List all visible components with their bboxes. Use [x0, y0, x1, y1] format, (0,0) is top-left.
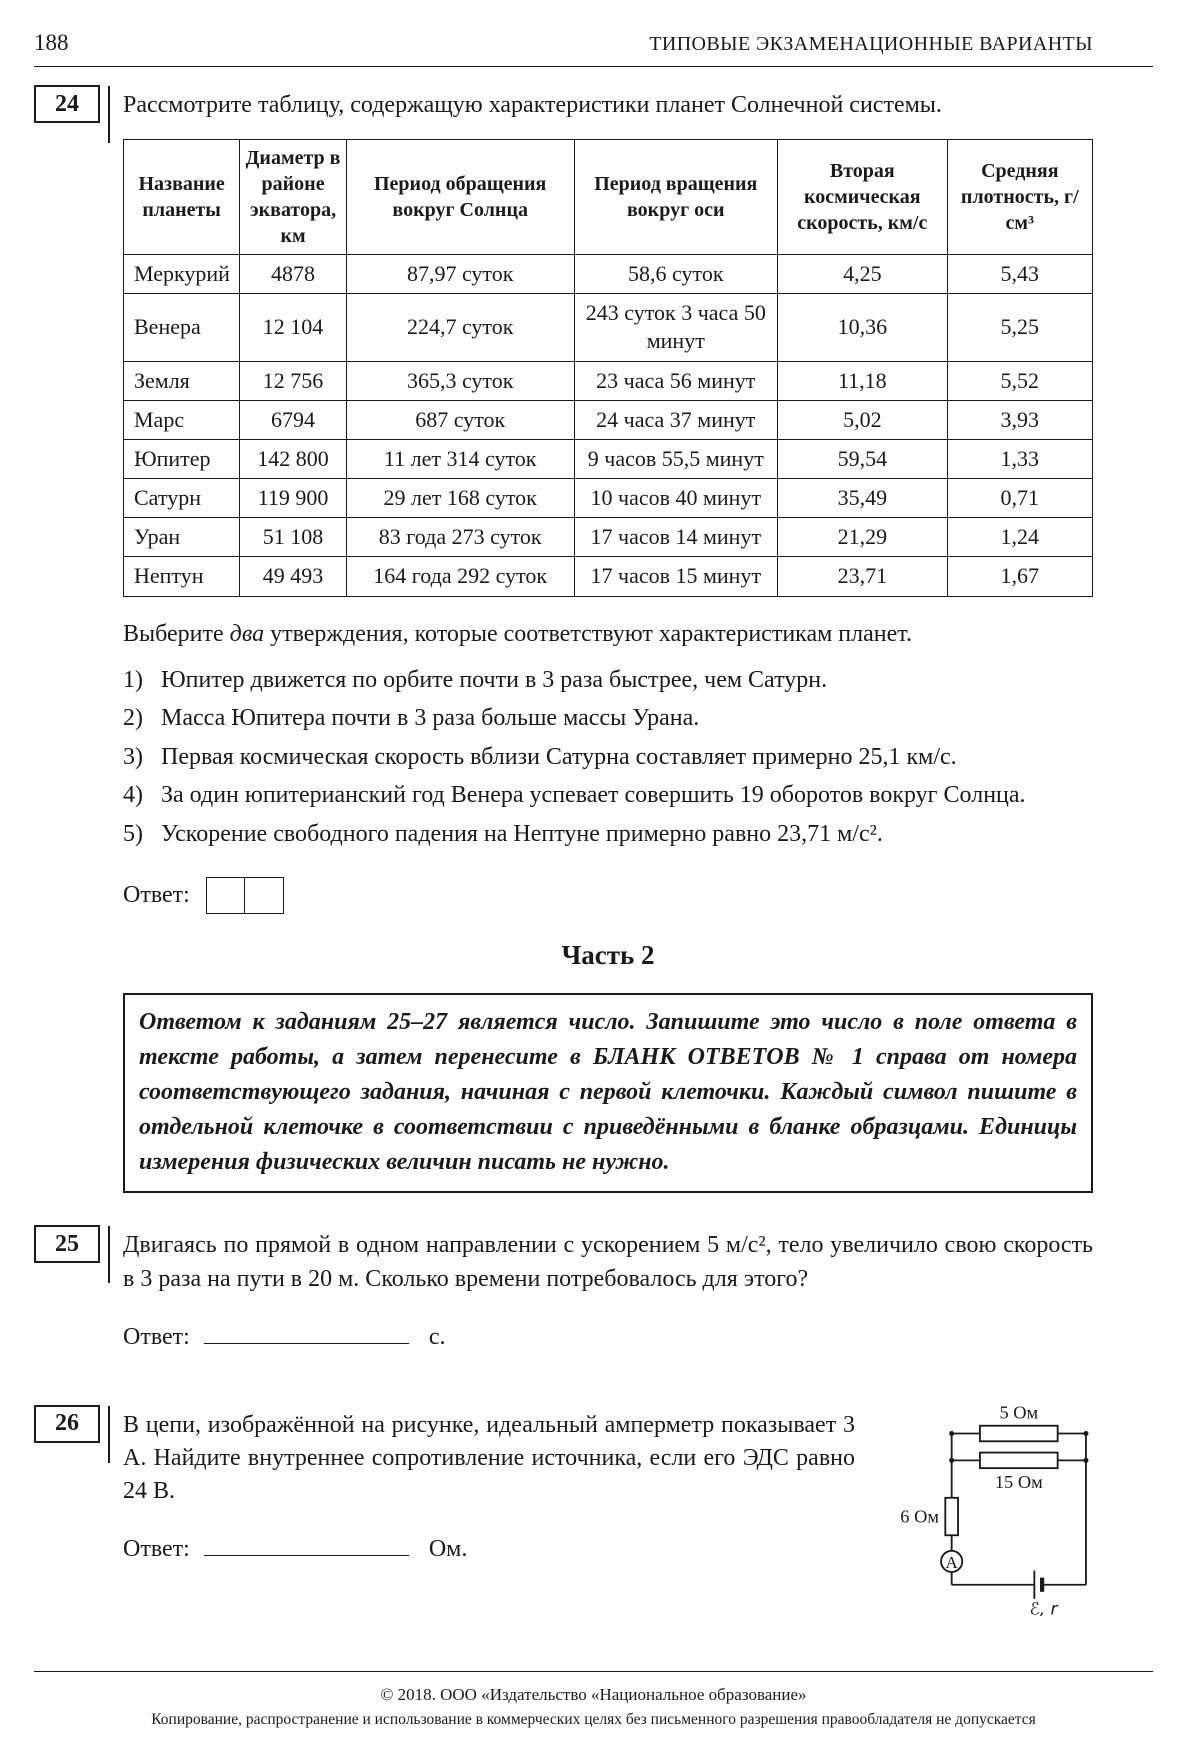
table-cell: 10,36 [778, 294, 948, 361]
junction-dot [949, 1458, 954, 1463]
answer-unit: с. [428, 1323, 446, 1350]
task-26-number-box: 26 [34, 1405, 100, 1443]
planet-name-cell: Сатурн [124, 479, 240, 518]
junction-dot [1083, 1431, 1088, 1436]
option-5 [123, 818, 1093, 852]
table-cell: 12 104 [240, 294, 347, 361]
option-text: Юпитер движется по орбите почти в 3 раза быстрее, чем Сатурн. [161, 666, 828, 693]
col-header-diameter: Диаметр в районе экватора, км [240, 140, 347, 255]
choose-statement-line [123, 621, 1093, 648]
option-2 [123, 702, 1093, 736]
table-cell: 5,52 [947, 361, 1092, 400]
planets-table [123, 139, 1093, 596]
table-cell: 29 лет 168 суток [346, 479, 574, 518]
table-cell: 4878 [240, 255, 347, 294]
table-cell: 35,49 [778, 479, 948, 518]
table-cell: 24 часа 37 минут [574, 400, 777, 439]
planet-name-cell: Уран [124, 518, 240, 557]
task-24 [55, 89, 1093, 914]
option-number: 2) [123, 705, 143, 732]
table-cell: 5,02 [778, 400, 948, 439]
table-row [124, 361, 1093, 400]
option-number: 1) [123, 666, 143, 693]
option-text: Масса Юпитера почти в 3 раза больше массы Урана. [161, 705, 700, 732]
task-24-number-box: 24 [34, 85, 100, 123]
table-cell: 6794 [240, 400, 347, 439]
table-cell: 1,67 [947, 557, 1092, 596]
table-row [124, 400, 1093, 439]
choose-pre: Выберите [123, 620, 224, 647]
table-cell: 5,43 [947, 255, 1092, 294]
option-number: 3) [123, 743, 143, 770]
table-cell: 224,7 суток [346, 294, 574, 361]
answer-cell-1 [206, 877, 245, 914]
answer-label: Ответ: [123, 1323, 190, 1350]
statement-options [123, 664, 1093, 852]
planets-table-body [124, 255, 1093, 596]
label-r2: 15 Ом [994, 1471, 1043, 1492]
table-cell: 17 часов 14 минут [574, 518, 777, 557]
header-rule [34, 66, 1153, 67]
col-header-name: Название планеты [124, 140, 240, 255]
label-r1: 5 Ом [999, 1402, 1039, 1423]
table-row [124, 518, 1093, 557]
page-number: 188 [34, 30, 69, 55]
table-cell: 9 часов 55,5 минут [574, 439, 777, 478]
task-25-answer-line [123, 1324, 1093, 1351]
table-row [124, 255, 1093, 294]
table-cell: 11,18 [778, 361, 948, 400]
copyright-line: © 2018. ООО «Издательство «Национальное образование» [380, 1685, 807, 1705]
answer-blank-line [204, 1340, 409, 1344]
table-cell: 87,97 суток [346, 255, 574, 294]
running-title: ТИПОВЫЕ ЭКЗАМЕНАЦИОННЫЕ ВАРИАНТЫ [649, 33, 1093, 55]
planet-name-cell: Юпитер [124, 439, 240, 478]
option-text: За один юпитерианский год Венера успевает совершить 19 оборотов вокруг Солнца. [161, 782, 1026, 809]
legal-line: Копирование, распространение и использование в коммерческих целях без письменного разрешения правообладателя не допускается [151, 1711, 1036, 1729]
task-25-number-box: 25 [34, 1225, 100, 1263]
table-cell: 0,71 [947, 479, 1092, 518]
circuit-figure [881, 1401, 1093, 1622]
junction-dot [1083, 1458, 1088, 1463]
table-cell: 59,54 [778, 439, 948, 478]
table-row [124, 557, 1093, 596]
resistor-5-om [980, 1425, 1058, 1441]
option-number: 5) [123, 820, 143, 847]
planet-name-cell: Меркурий [124, 255, 240, 294]
table-cell: 12 756 [240, 361, 347, 400]
table-cell: 5,25 [947, 294, 1092, 361]
table-cell: 17 часов 15 минут [574, 557, 777, 596]
page-header [34, 22, 1153, 66]
table-cell: 21,29 [778, 518, 948, 557]
task-24-answer-row [123, 877, 1093, 914]
table-cell: 23,71 [778, 557, 948, 596]
option-1 [123, 664, 1093, 698]
planets-table-head [124, 140, 1093, 255]
option-3 [123, 741, 1093, 775]
task-26-layout [123, 1402, 1093, 1622]
table-cell: 83 года 273 суток [346, 518, 574, 557]
table-cell: 119 900 [240, 479, 347, 518]
table-row [124, 294, 1093, 361]
choose-emphasis: два [229, 620, 265, 647]
label-r3: 6 Ом [900, 1506, 939, 1527]
table-row [124, 439, 1093, 478]
planet-name-cell: Нептун [124, 557, 240, 596]
choose-post: утверждения, которые соответствуют характеристикам планет. [270, 620, 912, 647]
option-text: Ускорение свободного падения на Нептуне примерно равно 23,71 м/с². [161, 820, 883, 847]
col-header-density: Средняя плотность, г/см³ [947, 140, 1092, 255]
answer-cell-2 [245, 877, 284, 914]
table-cell: 58,6 суток [574, 255, 777, 294]
planet-name-cell: Земля [124, 361, 240, 400]
table-cell: 365,3 суток [346, 361, 574, 400]
table-cell: 3,93 [947, 400, 1092, 439]
table-header-row [124, 140, 1093, 255]
table-cell: 4,25 [778, 255, 948, 294]
answer-unit: Ом. [428, 1536, 468, 1563]
planet-name-cell: Венера [124, 294, 240, 361]
planet-name-cell: Марс [124, 400, 240, 439]
col-header-orbit-period: Период обращения вокруг Солнца [346, 140, 574, 255]
table-cell: 687 суток [346, 400, 574, 439]
table-cell: 11 лет 314 суток [346, 439, 574, 478]
table-row [124, 479, 1093, 518]
table-cell: 49 493 [240, 557, 347, 596]
task-26-answer-line [123, 1536, 855, 1563]
resistor-6-om [945, 1497, 958, 1534]
table-cell: 51 108 [240, 518, 347, 557]
page-footer [34, 1671, 1153, 1729]
table-cell: 164 года 292 суток [346, 557, 574, 596]
task-25-text: Двигаясь по прямой в одном направлении с ускорением 5 м/с², тело увеличило свою скорость в 3 раза на пути в 20 м. Сколько времени потребовалось для этого? [123, 1232, 1093, 1292]
table-cell: 1,33 [947, 439, 1092, 478]
answer-label: Ответ: [123, 1536, 190, 1563]
task-26-text-column [123, 1409, 855, 1622]
part-2-heading: Часть 2 [561, 940, 655, 971]
junction-dot [949, 1431, 954, 1436]
table-cell: 23 часа 56 минут [574, 361, 777, 400]
option-text: Первая космическая скорость вблизи Сатурна составляет примерно 25,1 км/с. [161, 743, 957, 770]
emf-label: ℰ, r [1029, 1598, 1058, 1617]
table-cell: 1,24 [947, 518, 1092, 557]
circuit-diagram [881, 1401, 1093, 1617]
col-header-rotation-period: Период вращения вокруг оси [574, 140, 777, 255]
answer-label: Ответ: [123, 882, 190, 909]
answer-blank-line [204, 1552, 409, 1556]
resistor-15-om [980, 1452, 1058, 1468]
col-header-escape-velocity: Вторая космическая скорость, км/с [778, 140, 948, 255]
task-25 [55, 1229, 1093, 1350]
table-cell: 10 часов 40 минут [574, 479, 777, 518]
answer-grid [206, 877, 284, 914]
part-2-instruction-box: Ответом к заданиям 25–27 является число. Запишите это число в поле ответа в тексте работы, а затем перенесите в БЛАНК ОТВЕТОВ № 1 справа от номера соответствующего задания, начиная с первой клеточки. Каждый символ пишите в отдельной клеточке в соответствии с приведёнными в бланке образцами. Единицы измерения физических величин писать не нужно. [123, 993, 1093, 1193]
task-26-text: В цепи, изображённой на рисунке, идеальный амперметр показывает 3 А. Найдите внутреннее сопротивление источника, если его ЭДС равно 24 В. [123, 1411, 855, 1504]
option-4 [123, 779, 1093, 813]
option-number: 4) [123, 782, 143, 809]
table-cell: 243 суток 3 часа 50 минут [574, 294, 777, 361]
task-26 [55, 1402, 1093, 1622]
table-cell: 142 800 [240, 439, 347, 478]
task-24-intro: Рассмотрите таблицу, содержащую характеристики планет Солнечной системы. [123, 92, 942, 118]
page-content [55, 89, 1093, 1651]
ammeter-label: A [945, 1552, 958, 1572]
